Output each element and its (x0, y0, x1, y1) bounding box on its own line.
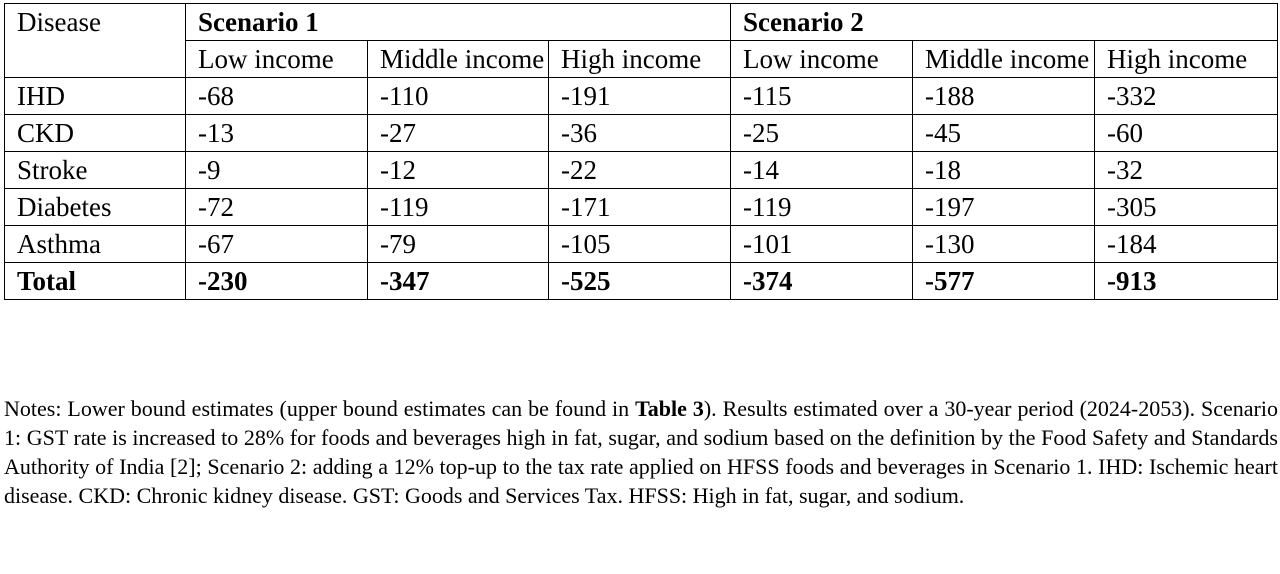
total-row (5, 263, 1278, 300)
value-cell: -27 (368, 115, 549, 152)
total-value: -577 (913, 263, 1095, 300)
value-cell: -105 (549, 226, 731, 263)
results-table (4, 3, 1278, 300)
income-header: High income (1095, 41, 1278, 78)
value-cell: -305 (1095, 189, 1278, 226)
table-reference: Table 3 (635, 396, 704, 421)
value-cell: -45 (913, 115, 1095, 152)
table-row (5, 189, 1278, 226)
value-cell: -197 (913, 189, 1095, 226)
header-row-scenarios (5, 4, 1278, 41)
value-cell: -191 (549, 78, 731, 115)
disease-header: Disease (5, 4, 186, 78)
value-cell: -119 (368, 189, 549, 226)
value-cell: -110 (368, 78, 549, 115)
scenario-2-header: Scenario 2 (731, 4, 1278, 41)
value-cell: -36 (549, 115, 731, 152)
value-cell: -9 (186, 152, 368, 189)
income-header: Low income (731, 41, 913, 78)
value-cell: -68 (186, 78, 368, 115)
value-cell: -60 (1095, 115, 1278, 152)
table-row (5, 115, 1278, 152)
income-header: Middle income (368, 41, 549, 78)
value-cell: -130 (913, 226, 1095, 263)
income-header: High income (549, 41, 731, 78)
value-cell: -184 (1095, 226, 1278, 263)
value-cell: -171 (549, 189, 731, 226)
notes-text-rest: ). Results estimated over a 30-year period (2024-2053). Scenario 1: GST rate is increased to 28% for foods and beverages high in fat, sugar, and sodium based on the definition by the Food Safety and Standards Authority of India [2]; Scenario 2: adding a 12% top-up to the tax rate applied on HFSS foods and beverages in Scenario 1. IHD: Ischemic heart disease. CKD: Chronic kidney disease. GST: Goods and Services Tax. HFSS: High in fat, sugar, and sodium. (4, 396, 1278, 508)
value-cell: -115 (731, 78, 913, 115)
value-cell: -22 (549, 152, 731, 189)
value-cell: -79 (368, 226, 549, 263)
disease-cell: Asthma (5, 226, 186, 263)
total-value: -913 (1095, 263, 1278, 300)
table-row (5, 226, 1278, 263)
value-cell: -25 (731, 115, 913, 152)
disease-cell: CKD (5, 115, 186, 152)
total-label: Total (5, 263, 186, 300)
value-cell: -101 (731, 226, 913, 263)
value-cell: -332 (1095, 78, 1278, 115)
total-value: -525 (549, 263, 731, 300)
value-cell: -188 (913, 78, 1095, 115)
value-cell: -12 (368, 152, 549, 189)
total-value: -230 (186, 263, 368, 300)
table-notes (4, 394, 1278, 510)
scenario-1-header: Scenario 1 (186, 4, 731, 41)
value-cell: -67 (186, 226, 368, 263)
value-cell: -13 (186, 115, 368, 152)
table-row (5, 78, 1278, 115)
notes-text-start: Notes: Lower bound estimates (upper bound estimates can be found in (4, 396, 636, 421)
disease-cell: Diabetes (5, 189, 186, 226)
total-value: -374 (731, 263, 913, 300)
value-cell: -72 (186, 189, 368, 226)
total-value: -347 (368, 263, 549, 300)
value-cell: -32 (1095, 152, 1278, 189)
header-row-income (5, 41, 1278, 78)
value-cell: -18 (913, 152, 1095, 189)
income-header: Middle income (913, 41, 1095, 78)
value-cell: -14 (731, 152, 913, 189)
disease-cell: Stroke (5, 152, 186, 189)
disease-cell: IHD (5, 78, 186, 115)
table-row (5, 152, 1278, 189)
value-cell: -119 (731, 189, 913, 226)
income-header: Low income (186, 41, 368, 78)
